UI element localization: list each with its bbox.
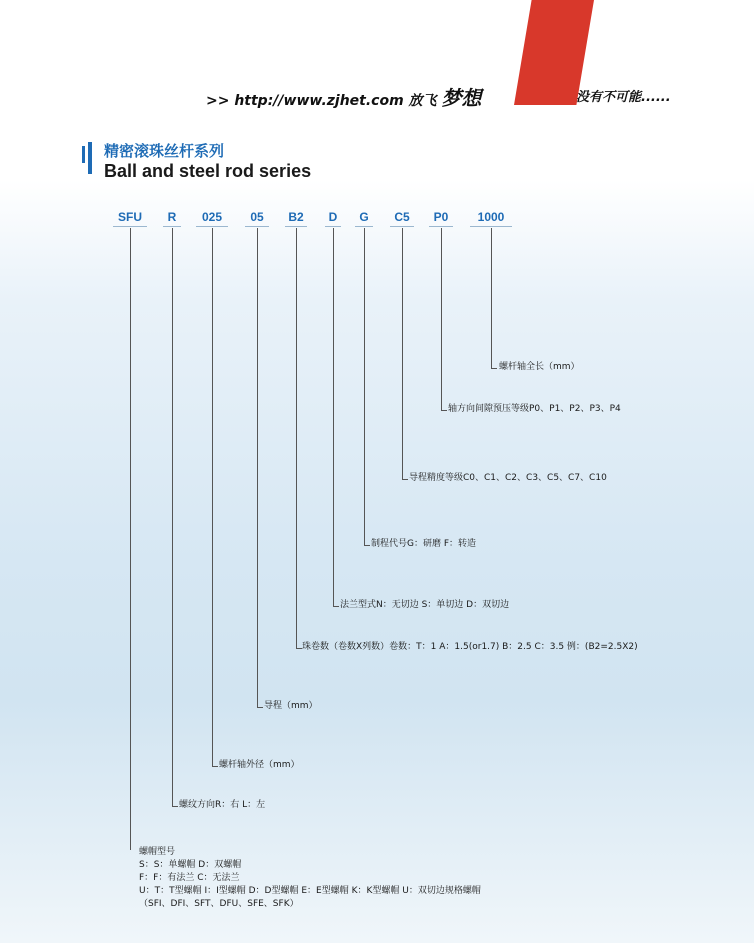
code-underline: [470, 226, 512, 227]
code-part-diameter: 025: [201, 210, 223, 224]
header-emphasis: 梦想: [441, 86, 482, 110]
code-part-series: SFU: [118, 210, 142, 224]
leader-line-series: [130, 228, 131, 850]
leader-line-flange: [333, 228, 334, 606]
leader-tick: [441, 410, 447, 411]
nut-type-heading: 螺帽型号: [139, 847, 176, 857]
nut-type-line: U：T：T型螺帽 I：I型螺帽 D：D型螺帽 E：E型螺帽 K：K型螺帽 U：双切边规格螺帽: [139, 886, 481, 896]
code-part-lead: 05: [250, 210, 264, 224]
code-part-length: 1000: [477, 210, 505, 224]
code-part-flange: D: [328, 210, 338, 224]
nut-type-block: [139, 846, 481, 911]
page-title-cn: 精密滚珠丝杆系列: [104, 142, 225, 160]
desc-flange: 法兰型式N：无切边 S：单切边 D：双切边: [340, 600, 510, 610]
code-underline: [113, 226, 147, 227]
header-slogan-right: 没有不可能......: [576, 90, 671, 105]
code-underline: [390, 226, 414, 227]
code-underline: [429, 226, 453, 227]
header-url-text: >> http://www.zjhet.com 放飞: [206, 93, 437, 109]
leader-line-direction: [172, 228, 173, 806]
desc-accuracy: 导程精度等级C0、C1、C2、C3、C5、C7、C10: [409, 473, 607, 483]
code-underline: [285, 226, 307, 227]
leader-tick: [491, 368, 497, 369]
code-underline: [163, 226, 181, 227]
desc-turns: 珠卷数（卷数X列数）卷数：T：1 A：1.5(or1.7) B：2.5 C：3.5 例：(B2=2.5X2): [302, 642, 638, 652]
code-underline: [355, 226, 373, 227]
leader-line-lead: [257, 228, 258, 707]
code-underline: [325, 226, 341, 227]
code-underline: [245, 226, 269, 227]
leader-tick: [402, 479, 408, 480]
code-part-turns: B2: [288, 210, 304, 224]
leader-tick: [212, 766, 218, 767]
nut-type-line: F：F：有法兰 C：无法兰: [139, 873, 240, 883]
leader-line-process: [364, 228, 365, 545]
code-part-direction: R: [167, 210, 177, 224]
desc-total-length: 螺杆轴全长（mm）: [499, 362, 580, 372]
leader-line-accuracy: [402, 228, 403, 479]
code-part-preload: P0: [433, 210, 449, 224]
desc-direction: 螺纹方向R：右 L：左: [179, 800, 266, 810]
leader-line-diameter: [212, 228, 213, 766]
desc-preload: 轴方向间隙预压等级P0、P1、P2、P3、P4: [448, 404, 621, 414]
leader-tick: [364, 545, 370, 546]
desc-diameter: 螺杆轴外径（mm）: [219, 760, 300, 770]
leader-tick: [172, 806, 178, 807]
page-title-en: Ball and steel rod series: [104, 161, 312, 181]
nut-type-line: S：S：单螺帽 D：双螺帽: [139, 860, 242, 870]
nut-type-line: （SFI、DFI、SFT、DFU、SFE、SFK）: [139, 899, 299, 909]
leader-line-turns: [296, 228, 297, 648]
leader-tick: [257, 707, 263, 708]
header-slogan: [206, 82, 481, 111]
leader-line-preload: [441, 228, 442, 410]
leader-tick: [333, 606, 339, 607]
desc-lead: 导程（mm）: [264, 701, 318, 711]
code-part-accuracy: C5: [394, 210, 410, 224]
desc-process: 制程代号G：研磨 F：转造: [371, 539, 477, 549]
code-underline: [196, 226, 228, 227]
leader-line-length: [491, 228, 492, 368]
code-part-process: G: [359, 210, 369, 224]
